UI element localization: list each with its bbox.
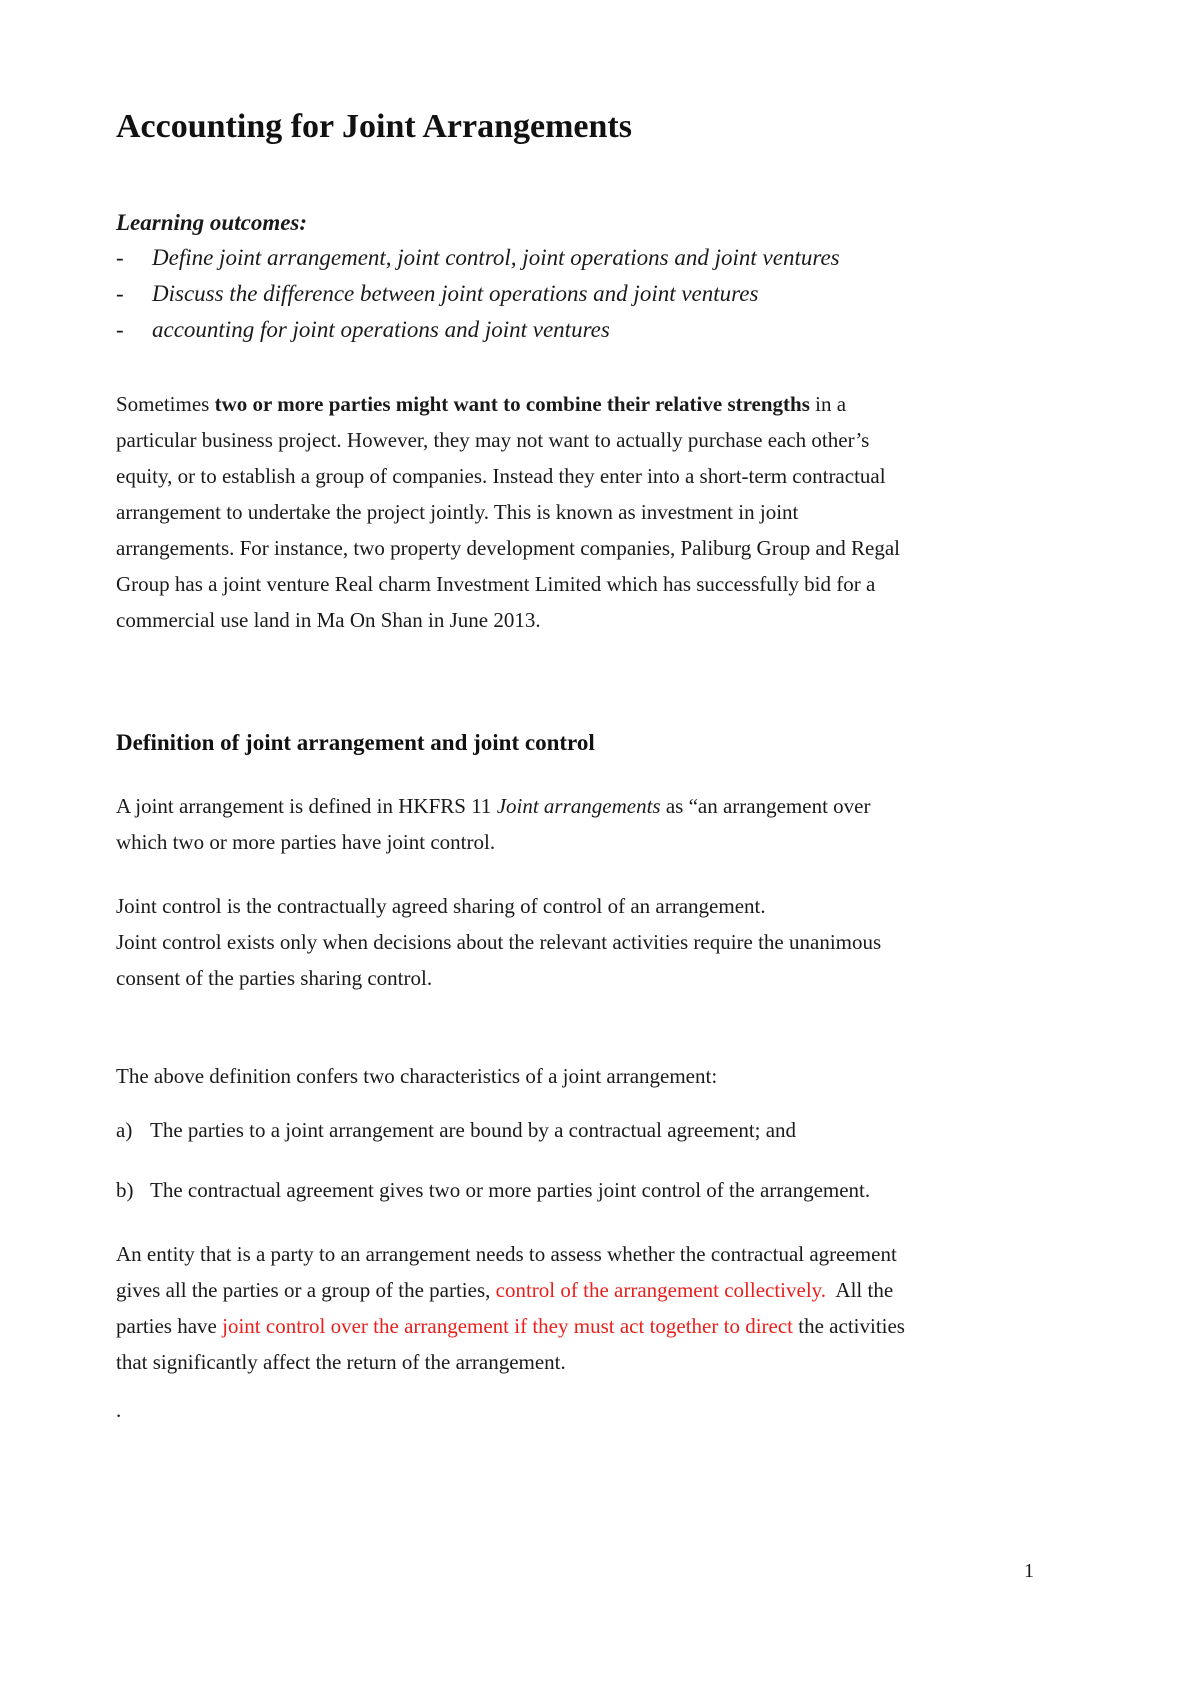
intro-paragraph [116,386,1046,638]
text-run: Sometimes [116,392,215,416]
text-run: All the [826,1278,894,1302]
bullet-dash: - [116,245,124,270]
text-run: parties have [116,1314,223,1338]
paragraph-line: consent of the parties sharing control. [116,966,433,990]
item-label: b) [116,1178,134,1202]
bullet-dash: - [116,281,124,306]
learning-outcome-item [116,245,840,271]
paragraph-line: The above definition confers two characteristics of a joint arrangement: [116,1064,718,1088]
joint-control-paragraph [116,888,1046,996]
italic-title: Joint arrangements [496,794,661,818]
bold-emphasis: two or more parties might want to combine their relative strengths [214,392,810,416]
paragraph-line: Joint control exists only when decisions about the relevant activities require the unanimous [116,930,882,954]
learning-outcome-item [116,317,610,343]
paragraph-line: Group has a joint venture Real charm Investment Limited which has successfully bid for a [116,572,876,596]
paragraph-line: equity, or to establish a group of companies. Instead they enter into a short-term contractual [116,464,886,488]
highlighted-text: control of the arrangement collectively. [495,1278,827,1302]
trailing-period: . [116,1398,122,1422]
paragraph-line: which two or more parties have joint control. [116,830,496,854]
paragraph-line: arrangement to undertake the project jointly. This is known as investment in joint [116,500,799,524]
page-number: 1 [1024,1560,1034,1582]
text-run: as “an arrangement over [660,794,871,818]
learning-outcomes-heading: Learning outcomes: [116,210,308,235]
learning-outcome-text: Define joint arrangement, joint control, joint operations and joint ventures [152,245,840,270]
paragraph-line: arrangements. For instance, two property development companies, Paliburg Group and Regal [116,536,900,560]
definition-heading: Definition of joint arrangement and joint control [116,730,595,755]
definition-paragraph [116,788,1046,860]
paragraph-line [116,788,1046,824]
paragraph-line [116,1308,1046,1344]
paragraph-line: Joint control is the contractually agreed sharing of control of an arrangement. [116,894,766,918]
paragraph-line: An entity that is a party to an arrangement needs to assess whether the contractual agreement [116,1242,897,1266]
paragraph-line: commercial use land in Ma On Shan in June 2013. [116,608,541,632]
document-title: Accounting for Joint Arrangements [116,108,632,145]
bullet-dash: - [116,317,124,342]
text-run: in a [809,392,847,416]
learning-outcome-item [116,281,758,307]
paragraph-line: that significantly affect the return of the arrangement. [116,1350,566,1374]
text-run: gives all the parties or a group of the parties, [116,1278,496,1302]
characteristics-intro [116,1058,1046,1094]
text-run: A joint arrangement is defined in HKFRS 11 [116,794,497,818]
item-text: The parties to a joint arrangement are bound by a contractual agreement; and [150,1118,797,1142]
learning-outcome-text: Discuss the difference between joint operations and joint ventures [152,281,759,306]
paragraph-line [116,386,1046,422]
learning-outcome-text: accounting for joint operations and joint ventures [152,317,610,342]
assessment-paragraph [116,1236,1046,1380]
paragraph-line: particular business project. However, they may not want to actually purchase each other’s [116,428,870,452]
highlighted-text: joint control over the arrangement if they must act together to direct [222,1314,794,1338]
paragraph-line [116,1272,1046,1308]
text-run: the activities [793,1314,905,1338]
item-label: a) [116,1118,133,1142]
characteristic-item [116,1118,796,1143]
item-text: The contractual agreement gives two or more parties joint control of the arrangement. [150,1178,871,1202]
characteristic-item [116,1178,870,1203]
